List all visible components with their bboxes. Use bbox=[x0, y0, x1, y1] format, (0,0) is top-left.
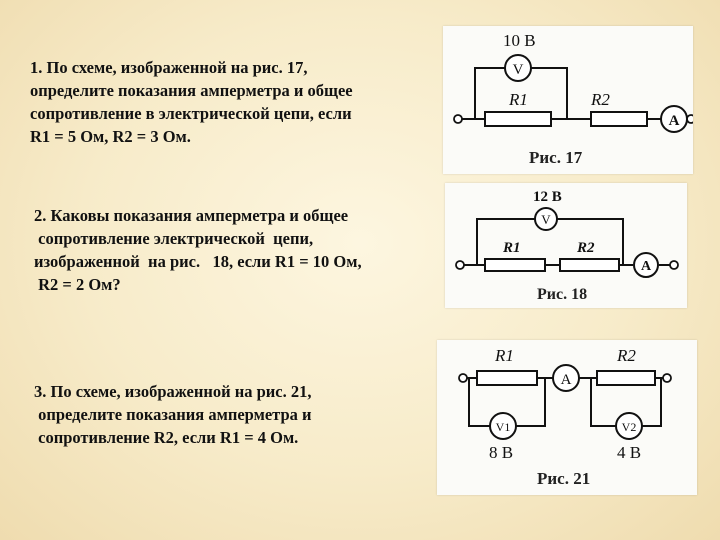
caption-21: Рис. 21 bbox=[537, 469, 591, 488]
task-3 bbox=[34, 380, 312, 449]
terminal-left bbox=[456, 261, 464, 269]
task-2-line-4: R2 = 2 Ом? bbox=[34, 275, 121, 294]
r2-label: R2 bbox=[577, 240, 595, 256]
task-1 bbox=[30, 56, 353, 148]
ammeter-label: A bbox=[560, 372, 572, 388]
circuit-21 bbox=[437, 340, 697, 495]
ammeter-label: A bbox=[640, 259, 652, 274]
task-3-line-3: сопротивление R2, если R1 = 4 Ом. bbox=[34, 428, 299, 447]
voltage-label: 10 В bbox=[503, 31, 536, 50]
task-3-line-2: определите показания амперметра и bbox=[34, 405, 312, 424]
task-1-line-2: определите показания амперметра и общее bbox=[30, 81, 353, 100]
task-2-line-2: сопротивление электрической цепи, bbox=[34, 229, 314, 248]
terminal-right bbox=[670, 261, 678, 269]
figure-18 bbox=[445, 183, 687, 308]
task-2-line-1: 2. Каковы показания амперметра и общее bbox=[34, 206, 349, 225]
task-1-line-4: R1 = 5 Ом, R2 = 3 Ом. bbox=[30, 127, 191, 146]
voltmeter-1-value: 8 В bbox=[489, 443, 514, 462]
voltmeter-2-value: 4 В bbox=[617, 443, 642, 462]
terminal-left bbox=[454, 115, 462, 123]
task-2-line-3: изображенной на рис. 18, если R1 = 10 Ом, bbox=[34, 252, 362, 271]
circuit-17 bbox=[443, 26, 693, 174]
terminal-right bbox=[663, 374, 671, 382]
figure-21 bbox=[437, 340, 697, 495]
caption-18: Рис. 18 bbox=[537, 286, 588, 303]
task-1-line-1: 1. По схеме, изображенной на рис. 17, bbox=[30, 58, 308, 77]
task-3-line-1: 3. По схеме, изображенной на рис. 21, bbox=[34, 382, 312, 401]
r1-label: R1 bbox=[503, 240, 521, 256]
resistor-r1 bbox=[477, 371, 537, 385]
voltage-label: 12 В bbox=[533, 189, 562, 205]
r1-label: R1 bbox=[495, 346, 514, 365]
voltmeter-2-label: V2 bbox=[621, 420, 637, 434]
resistor-r2 bbox=[597, 371, 655, 385]
circuit-18 bbox=[445, 183, 687, 308]
voltmeter-label: V bbox=[512, 62, 524, 78]
task-1-line-3: сопротивление в электрической цепи, если bbox=[30, 104, 352, 123]
terminal-left bbox=[459, 374, 467, 382]
resistor-r1 bbox=[485, 259, 545, 271]
task-2 bbox=[34, 204, 362, 296]
voltmeter-1-label: V1 bbox=[495, 420, 511, 434]
voltmeter-label: V bbox=[541, 212, 551, 227]
resistor-r2 bbox=[560, 259, 619, 271]
figure-17 bbox=[443, 26, 693, 174]
caption-17: Рис. 17 bbox=[529, 148, 583, 167]
resistor-r2 bbox=[591, 112, 647, 126]
r2-label: R2 bbox=[617, 346, 636, 365]
ammeter-label: A bbox=[668, 113, 680, 129]
r2-label: R2 bbox=[591, 90, 610, 109]
resistor-r1 bbox=[485, 112, 551, 126]
r1-label: R1 bbox=[509, 90, 528, 109]
